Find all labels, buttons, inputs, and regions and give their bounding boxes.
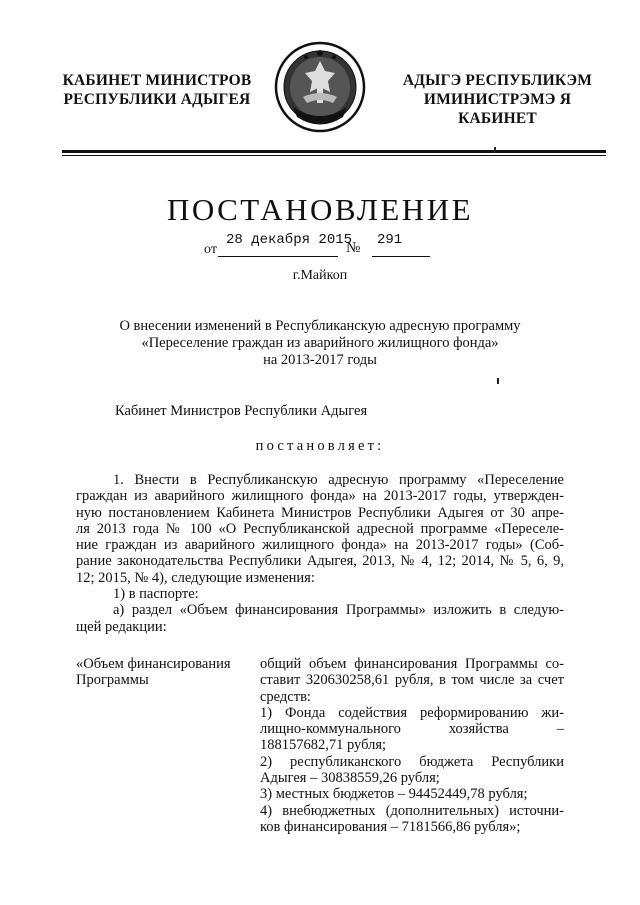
body-item-1: 1) в паспорте:	[113, 586, 199, 603]
document-type-title: ПОСТАНОВЛЕНИЕ	[166, 192, 474, 227]
document-body	[76, 472, 564, 635]
document-number: 291	[377, 232, 403, 248]
number-underline	[372, 256, 430, 257]
header-left-line2: РЕСПУБЛИКИ АДЫГЕЯ	[63, 91, 251, 108]
scan-mark	[497, 378, 499, 384]
financing-line: ков финансирования – 7181566,86 рубля»;	[260, 818, 521, 835]
financing-line: 3) местных бюджетов – 94452449,78 рубля;	[260, 786, 528, 803]
subject-line3: на 2013-2017 годы	[263, 352, 377, 368]
document-city: г.Майкоп	[292, 268, 348, 283]
header-rule-thin	[62, 155, 606, 156]
number-sign: №	[346, 240, 361, 256]
body-line: граждан из аварийного жилищного фонда» на 2013-2017 годы, утвержден-	[76, 488, 564, 505]
body-line: 12; 2015, № 4), следующие изменения:	[76, 569, 315, 586]
body-item-a-line1: а) раздел «Объем финансирования Программы» изложить в следую-	[113, 602, 564, 619]
header-right-line1: АДЫГЭ РЕСПУБЛИКЭМ	[402, 72, 593, 89]
financing-details	[260, 656, 564, 835]
header-left-line1: КАБИНЕТ МИНИСТРОВ	[62, 72, 252, 89]
financing-line: лищно-коммунального хозяйства –	[260, 721, 564, 738]
body-line: 1. Внести в Республиканскую адресную программу «Переселение	[113, 472, 564, 488]
financing-label	[76, 656, 256, 689]
header-rule-thick	[62, 150, 606, 153]
financing-line: общий объем финансирования Программы со-	[260, 656, 564, 672]
body-line: ние граждан из аварийного жилищного фонда» на 2013-2017 годы» (Соб-	[76, 537, 564, 554]
document-subject	[60, 318, 580, 369]
body-line: ную постановлением Кабинета Министров Республики Адыгея от 30 апре-	[76, 504, 564, 521]
financing-line: Адыгея – 30838559,26 рубля;	[260, 770, 440, 787]
header-right	[390, 71, 605, 128]
date-underline	[218, 256, 338, 257]
subject-line1: О внесении изменений в Республиканскую адресную программу	[119, 318, 521, 334]
financing-line: 188157682,71 рубля;	[260, 737, 387, 754]
document-date: 28 декабря 2015	[226, 232, 353, 248]
financing-line: 2) республиканского бюджета Республики	[260, 753, 564, 770]
decree-word: постановляет:	[255, 438, 385, 454]
scan-mark	[494, 147, 496, 153]
financing-line: средств:	[260, 688, 311, 705]
financing-label-line1: «Объем финансирования	[76, 656, 231, 672]
financing-label-line2: Программы	[76, 672, 149, 689]
financing-line: 4) внебюджетных (дополнительных) источни-	[260, 802, 564, 819]
subject-line2: «Переселение граждан из аварийного жилищного фонда»	[141, 335, 499, 351]
body-item-a-line2: щей редакции:	[76, 618, 167, 635]
coat-of-arms-emblem	[273, 37, 367, 137]
issuer-text: Кабинет Министров Республики Адыгея	[115, 403, 368, 419]
body-line: ля 2013 года № 100 «О Республиканской адресной программе «Переселе-	[76, 520, 564, 537]
financing-line: 1) Фонда содействия реформированию жи-	[260, 704, 564, 721]
date-prefix: от	[204, 242, 217, 257]
body-line: рание законодательства Республики Адыгея, 2013, № 4, 12; 2014, № 5, 6, 9,	[76, 553, 564, 570]
financing-line: ставит 320630258,61 рубля, в том числе за счет	[260, 672, 564, 689]
header-left	[62, 71, 252, 109]
header-right-line2: ИМИНИСТРЭМЭ Я КАБИНЕТ	[423, 91, 572, 127]
